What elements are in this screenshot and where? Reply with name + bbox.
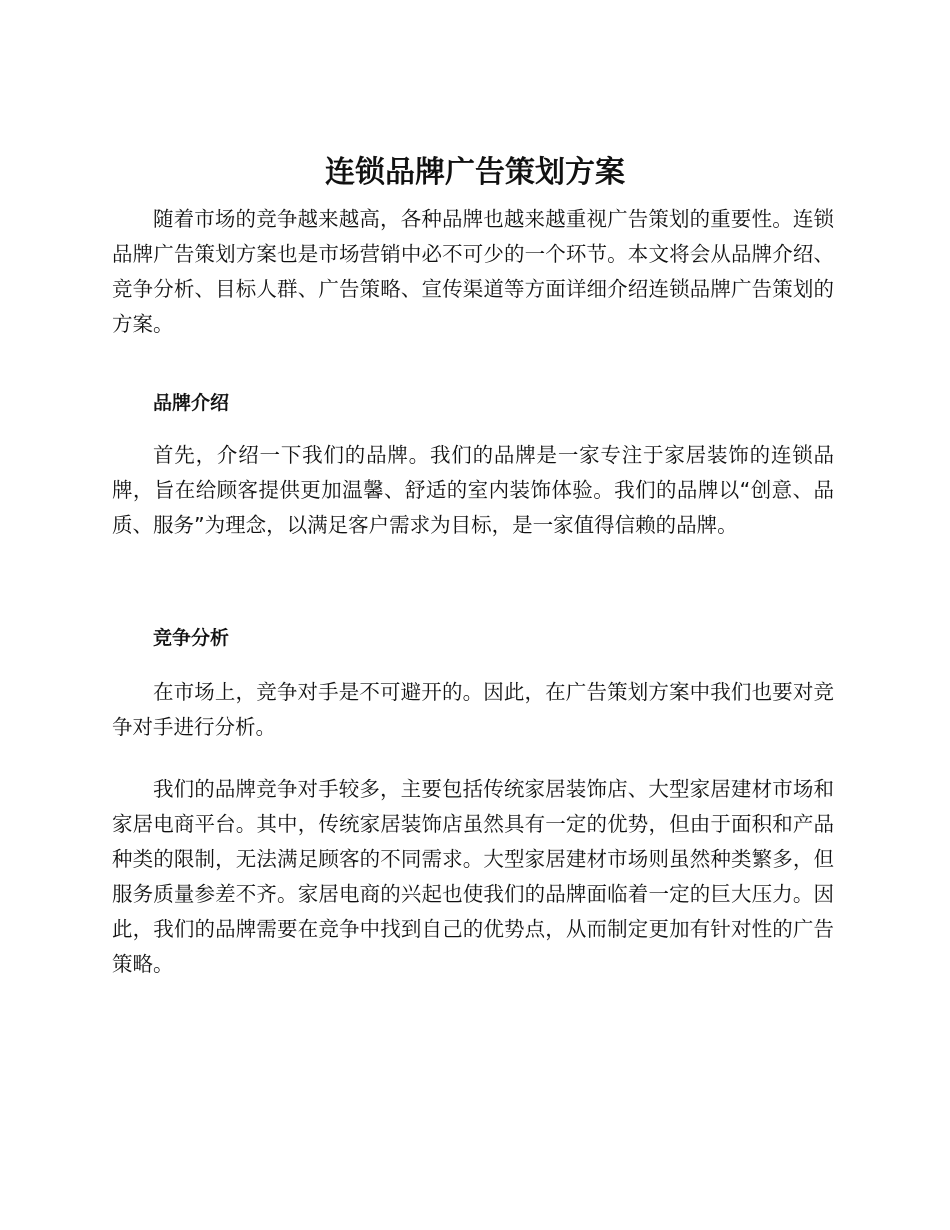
section-heading-competition-analysis: 竞争分析 [153, 627, 230, 649]
intro-paragraph: 随着市场的竞争越来越高，各种品牌也越来越重视广告策划的重要性。连锁品牌广告策划方案也是市场营销中必不可少的一个环节。本文将会从品牌介绍、竞争分析、目标人群、广告策略、宣传渠道等方面详细介绍连锁品牌广告策划的方案。 [112, 207, 834, 336]
section-heading-brand-intro: 品牌介绍 [153, 392, 230, 414]
brand-intro-paragraph: 首先，介绍一下我们的品牌。我们的品牌是一家专注于家居装饰的连锁品牌，旨在给顾客提供更加温馨、舒适的室内装饰体验。我们的品牌以“创意、品质、服务”为理念，以满足客户需求为目标，是一家值得信赖的品牌。 [112, 443, 834, 537]
competition-paragraph-1: 在市场上，竞争对手是不可避开的。因此，在广告策划方案中我们也要对竞争对手进行分析。 [112, 680, 834, 739]
document-title: 连锁品牌广告策划方案 [325, 155, 625, 190]
competition-paragraph-2: 我们的品牌竞争对手较多，主要包括传统家居装饰店、大型家居建材市场和家居电商平台。其中，传统家居装饰店虽然具有一定的优势，但由于面积和产品种类的限制，无法满足顾客的不同需求。大型家居建材市场则虽然种类繁多，但服务质量参差不齐。家居电商的兴起也使我们的品牌面临着一定的巨大压力。因此，我们的品牌需要在竞争中找到自己的优势点，从而制定更加有针对性的广告策略。 [112, 777, 834, 976]
